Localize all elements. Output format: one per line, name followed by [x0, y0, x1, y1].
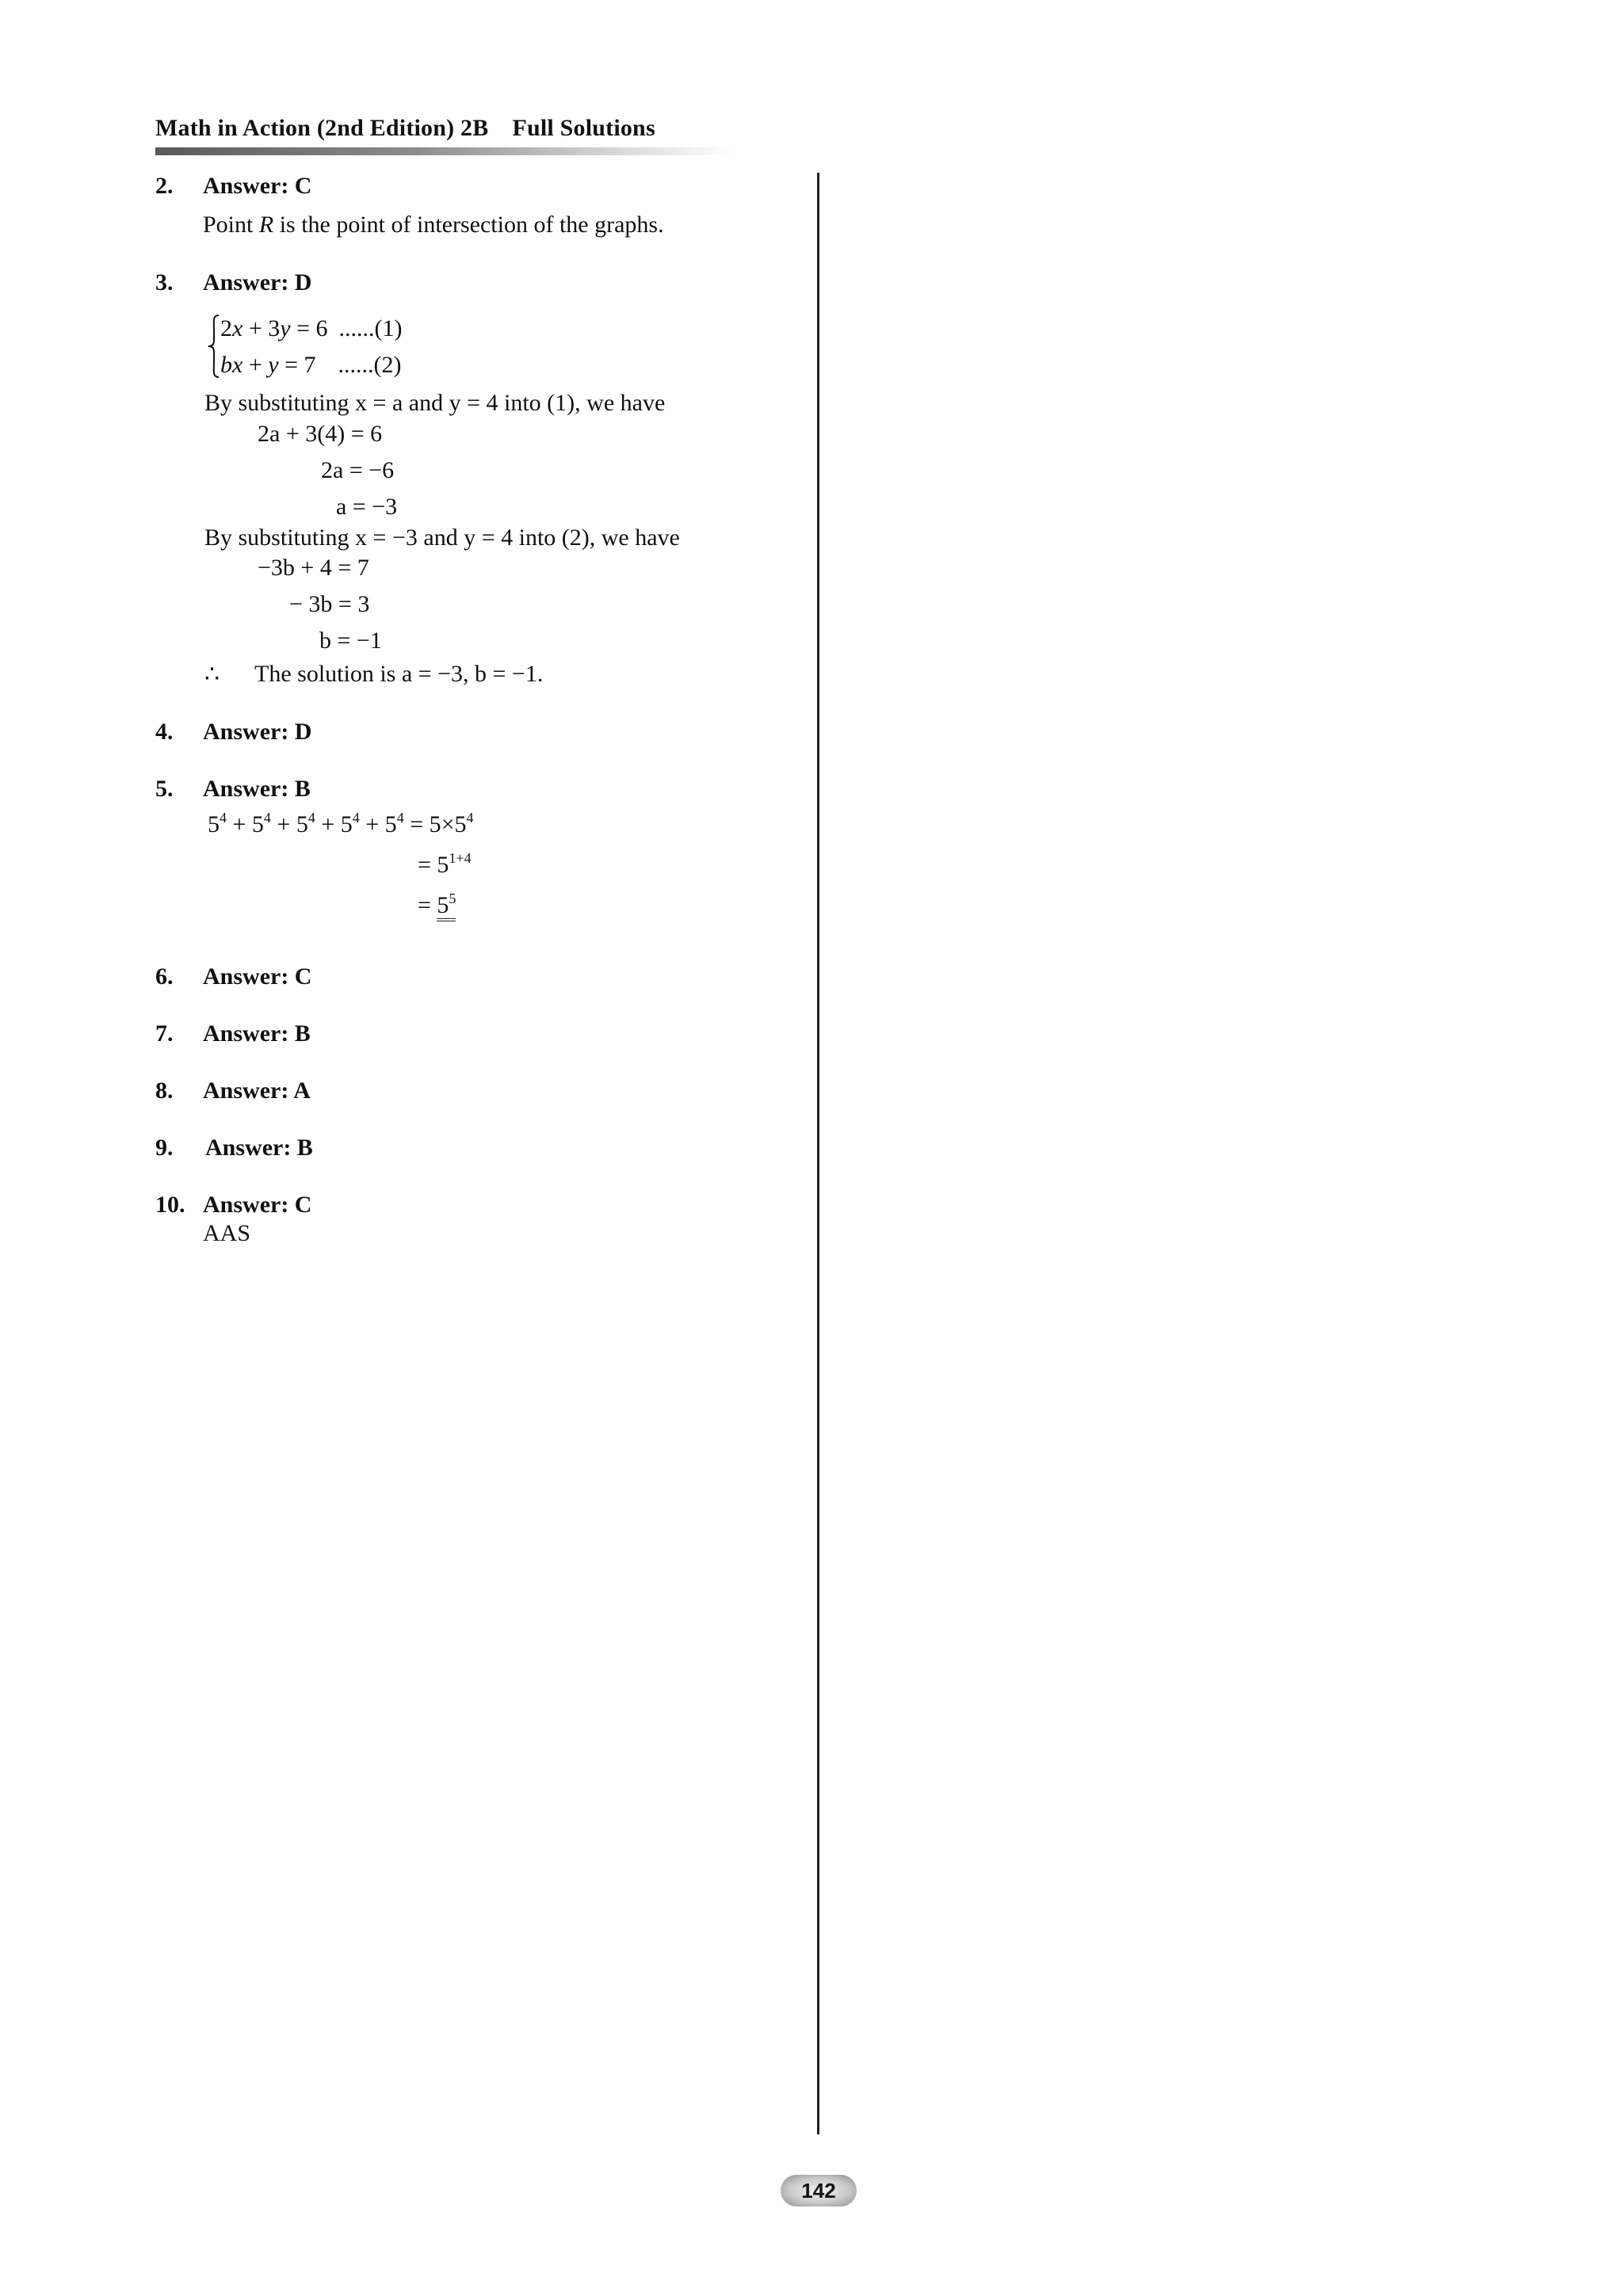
- q2-explanation: [203, 212, 664, 238]
- equation-brace: [208, 314, 220, 379]
- q3-substitution-1: By substituting x = a and y = 4 into (1), we have: [204, 390, 666, 416]
- q3-step-2b: − 3b = 3: [289, 591, 370, 617]
- q6-number: 6.: [155, 963, 174, 990]
- q3-number: 3.: [155, 269, 174, 296]
- q8-number: 8.: [155, 1077, 174, 1104]
- q10-answer: Answer: C: [203, 1192, 312, 1218]
- running-header: [155, 115, 655, 142]
- q7-number: 7.: [155, 1020, 174, 1047]
- q3-answer: Answer: D: [203, 269, 312, 296]
- eq1-tag: ......(1): [338, 315, 403, 341]
- q3-conclusion: The solution is a = −3, b = −1.: [254, 661, 544, 687]
- q3-substitution-2: By substituting x = −3 and y = 4 into (2), we have: [204, 524, 680, 551]
- q10-number: 10.: [155, 1192, 185, 1218]
- header-rule: [155, 147, 734, 155]
- q2-text-post: is the point of intersection of the graphs.: [273, 212, 664, 238]
- q3-step-2c: b = −1: [319, 627, 382, 654]
- q2-text-pre: Point: [203, 212, 259, 238]
- q6-answer: Answer: C: [203, 963, 312, 990]
- q5-line-2: = $5^{1+4}$: [418, 850, 472, 878]
- q4-answer: Answer: D: [203, 719, 312, 745]
- q9-number: 9.: [155, 1135, 174, 1161]
- page-number: 142: [781, 2175, 857, 2206]
- q5-line-1: $5^4 + 5^4 + 5^4 + 5^4 + 5^4 = 5\times 5^4$: [208, 810, 474, 837]
- q10-explanation: AAS: [203, 1220, 251, 1246]
- q4-number: 4.: [155, 719, 174, 745]
- q3-step-1c: a = −3: [336, 494, 398, 520]
- q3-step-2a: −3b + 4 = 7: [258, 555, 369, 581]
- equation-1: 2x + 3y = 6 ......(1): [220, 315, 403, 341]
- q7-answer: Answer: B: [203, 1020, 311, 1047]
- q3-step-1a: 2a + 3(4) = 6: [258, 421, 383, 447]
- book-title: Math in Action (2nd Edition) 2B: [155, 115, 489, 141]
- eq2-tag: ......(2): [338, 352, 402, 378]
- q5-answer: Answer: B: [203, 776, 311, 802]
- q5-number: 5.: [155, 776, 174, 802]
- column-divider: [817, 173, 819, 2134]
- therefore-symbol: ∴: [204, 662, 220, 688]
- q2-text-var: R: [258, 212, 274, 238]
- q2-number: 2.: [155, 173, 174, 199]
- equation-2: bx + y = 7 ......(2): [220, 352, 402, 378]
- q3-step-1b: 2a = −6: [321, 457, 395, 483]
- q8-answer: Answer: A: [203, 1077, 311, 1104]
- q9-answer: Answer: B: [205, 1135, 313, 1161]
- section-title: Full Solutions: [512, 115, 655, 141]
- q2-answer: Answer: C: [203, 173, 312, 199]
- q5-line-3: = $5^5$: [418, 892, 456, 919]
